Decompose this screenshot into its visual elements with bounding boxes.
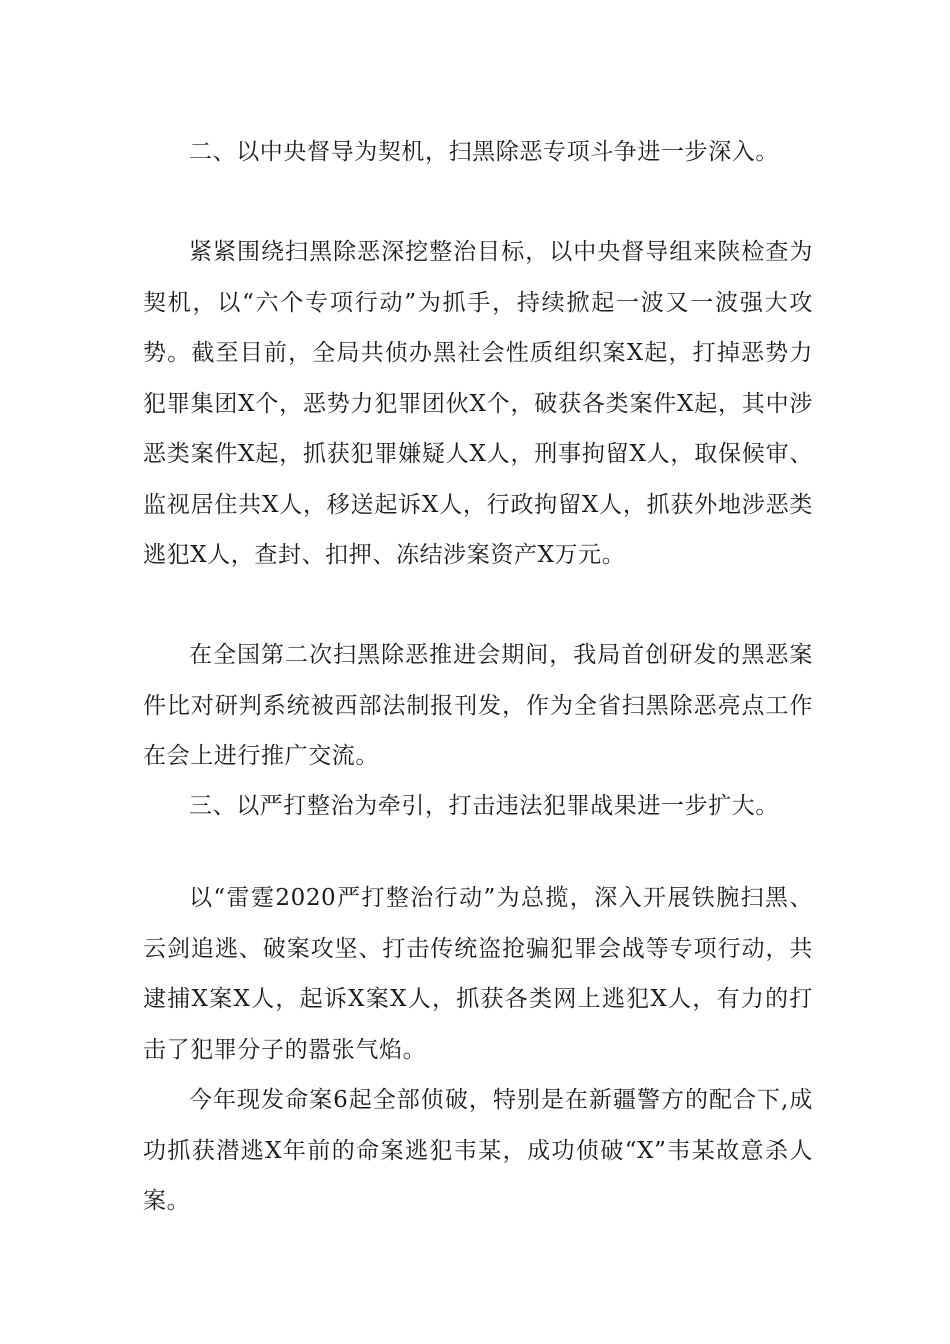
- section-2-paragraph-2: 在全国第二次扫黑除恶推进会期间，我局首创研发的黑恶案件比对研判系统被西部法制报刊发，作为全省扫黑除恶亮点工作在会上进行推广交流。: [143, 642, 813, 769]
- section-3-paragraph-2: 今年现发命案6起全部侦破，特别是在新疆警方的配合下,成功抓获潜逃X年前的命案逃犯韦某，成功侦破“X”韦某故意杀人案。: [143, 1087, 813, 1214]
- section-3-paragraph-1: 以“雷霆2020严打整治行动”为总揽，深入开展铁腕扫黑、云剑追逃、破案攻坚、打击传统盗抢骗犯罪会战等专项行动，共逮捕X案X人，起诉X案X人，抓获各类网上逃犯X人，有力的打击了犯罪分子的嚣张气焰。: [143, 885, 813, 1063]
- section-2-heading: 二、以中央督导为契机，扫黑除恶专项斗争进一步深入。: [189, 139, 779, 165]
- section-3-heading: 三、以严打整治为牵引，打击违法犯罪战果进一步扩大。: [189, 793, 779, 819]
- section-2-paragraph-1: 紧紧围绕扫黑除恶深挖整治目标，以中央督导组来陕检查为契机，以“六个专项行动”为抓手，持续掀起一波又一波强大攻势。截至目前，全局共侦办黑社会性质组织案X起，打掉恶势力犯罪集团X个，恶势力犯罪团伙X个，破获各类案件X起，其中涉恶类案件X起，抓获犯罪嫌疑人X人，刑事拘留X人，取保候审、监视居住共X人，移送起诉X人，行政拘留X人，抓获外地涉恶类逃犯X人，查封、扣押、冻结涉案资产X万元。: [143, 239, 813, 568]
